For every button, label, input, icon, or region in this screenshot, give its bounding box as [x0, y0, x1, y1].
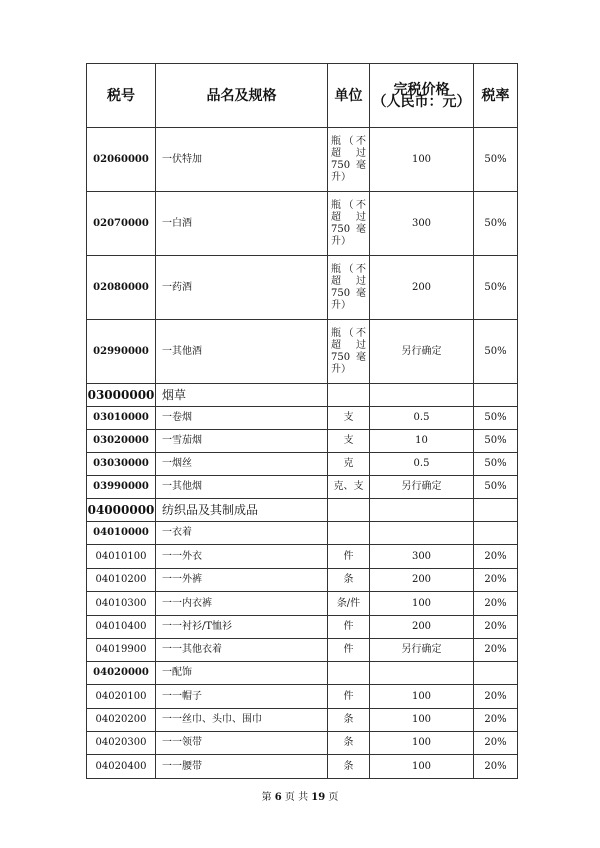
table-row: [87, 384, 518, 407]
cell-rate: [474, 522, 518, 545]
cell-unit: [328, 320, 370, 384]
cell-name: 一衣着: [156, 522, 328, 545]
cell-unit-line: 750 毫: [331, 223, 366, 235]
table-body: [87, 128, 518, 779]
cell-code: 03020000: [87, 430, 156, 453]
cell-rate: 50%: [474, 453, 518, 476]
cell-name: 一一内衣裤: [156, 592, 328, 616]
cell-price: 200: [370, 256, 474, 320]
cell-unit-line: 升）: [331, 171, 351, 183]
cell-rate: 50%: [474, 256, 518, 320]
cell-unit-line: 超 过: [331, 275, 366, 287]
cell-code: 04020300: [87, 732, 156, 755]
cell-unit: 条: [328, 755, 370, 779]
cell-price: 300: [370, 192, 474, 256]
cell-code: 03000000: [87, 384, 156, 407]
header-price-line1: 完税价格: [393, 81, 450, 98]
header-price: [370, 64, 474, 128]
table-row: [87, 128, 518, 192]
cell-unit: 支: [328, 407, 370, 430]
table-row: [87, 616, 518, 639]
cell-rate: 50%: [474, 476, 518, 499]
cell-unit-line: 升）: [331, 235, 351, 247]
cell-unit: 条/件: [328, 592, 370, 616]
table-row: [87, 569, 518, 592]
cell-code: 04010300: [87, 592, 156, 616]
table-row: [87, 407, 518, 430]
cell-code: 04020400: [87, 755, 156, 779]
cell-code: 04020100: [87, 685, 156, 709]
cell-name: 一一其他衣着: [156, 639, 328, 662]
table-row: [87, 639, 518, 662]
cell-code: 02070000: [87, 192, 156, 256]
cell-price: 0.5: [370, 407, 474, 430]
header-name: 品名及规格: [156, 64, 328, 128]
cell-rate: 20%: [474, 569, 518, 592]
cell-code: 04010200: [87, 569, 156, 592]
cell-unit: [328, 522, 370, 545]
table-row: [87, 256, 518, 320]
cell-unit: 条: [328, 569, 370, 592]
cell-rate: 20%: [474, 616, 518, 639]
cell-code: 04000000: [87, 499, 156, 522]
cell-price: 另行确定: [370, 320, 474, 384]
cell-rate: 20%: [474, 709, 518, 732]
cell-rate: [474, 499, 518, 522]
cell-code: 02060000: [87, 128, 156, 192]
cell-price: 100: [370, 685, 474, 709]
cell-unit-line: 超 过: [331, 339, 366, 351]
table-row: [87, 545, 518, 569]
table-row: [87, 732, 518, 755]
cell-price: 10: [370, 430, 474, 453]
cell-code: 04019900: [87, 639, 156, 662]
page-footer: [0, 788, 600, 803]
cell-unit-line: 升）: [331, 363, 351, 375]
footer-suffix: 页: [328, 792, 339, 803]
cell-price: 200: [370, 616, 474, 639]
cell-rate: 20%: [474, 592, 518, 616]
cell-name: 一卷烟: [156, 407, 328, 430]
cell-rate: 50%: [474, 320, 518, 384]
cell-price: 200: [370, 569, 474, 592]
tax-rate-table: [86, 63, 518, 779]
footer-total-pages: 19: [311, 792, 326, 803]
table-row: [87, 755, 518, 779]
table-row: [87, 592, 518, 616]
cell-rate: [474, 384, 518, 407]
cell-price: 另行确定: [370, 476, 474, 499]
cell-unit: 克、支: [328, 476, 370, 499]
cell-price: 0.5: [370, 453, 474, 476]
cell-rate: 50%: [474, 128, 518, 192]
cell-unit: 件: [328, 639, 370, 662]
cell-rate: 50%: [474, 430, 518, 453]
table-row: [87, 430, 518, 453]
cell-name: 一一外衣: [156, 545, 328, 569]
cell-name: 一药酒: [156, 256, 328, 320]
cell-unit: 条: [328, 709, 370, 732]
cell-price: [370, 662, 474, 685]
cell-name: 一一外裤: [156, 569, 328, 592]
cell-rate: [474, 662, 518, 685]
cell-unit: 支: [328, 430, 370, 453]
cell-unit-line: 瓶（不: [331, 327, 366, 339]
footer-middle: 页 共: [284, 792, 309, 803]
cell-code: 02080000: [87, 256, 156, 320]
cell-price: [370, 499, 474, 522]
cell-unit: [328, 128, 370, 192]
cell-code: 03010000: [87, 407, 156, 430]
cell-code: 03990000: [87, 476, 156, 499]
cell-price: 100: [370, 709, 474, 732]
cell-name: 一白酒: [156, 192, 328, 256]
cell-unit: [328, 256, 370, 320]
cell-rate: 20%: [474, 639, 518, 662]
cell-unit-line: 升）: [331, 299, 351, 311]
footer-prefix: 第: [261, 792, 272, 803]
table-header-row: [87, 64, 518, 128]
cell-price: 100: [370, 592, 474, 616]
cell-name: 一一衬衫/T恤衫: [156, 616, 328, 639]
header-rate: 税率: [474, 64, 518, 128]
cell-name: 一一帽子: [156, 685, 328, 709]
cell-rate: 50%: [474, 407, 518, 430]
cell-price: [370, 522, 474, 545]
cell-code: 04010000: [87, 522, 156, 545]
cell-unit-line: 瓶（不: [331, 135, 366, 147]
cell-unit: 条: [328, 732, 370, 755]
cell-name: 一烟丝: [156, 453, 328, 476]
cell-rate: 20%: [474, 685, 518, 709]
footer-page-number: 6: [274, 792, 282, 803]
cell-name: 一配饰: [156, 662, 328, 685]
cell-name: 一一领带: [156, 732, 328, 755]
cell-name: 一伏特加: [156, 128, 328, 192]
cell-unit: 克: [328, 453, 370, 476]
cell-price: 另行确定: [370, 639, 474, 662]
header-unit: 单位: [328, 64, 370, 128]
cell-name: 一其他烟: [156, 476, 328, 499]
cell-code: 03030000: [87, 453, 156, 476]
cell-name: 一一腰带: [156, 755, 328, 779]
cell-unit-line: 瓶（不: [331, 199, 366, 211]
cell-code: 02990000: [87, 320, 156, 384]
cell-rate: 20%: [474, 732, 518, 755]
cell-price: 100: [370, 128, 474, 192]
cell-code: 04020000: [87, 662, 156, 685]
cell-price: 300: [370, 545, 474, 569]
cell-rate: 50%: [474, 192, 518, 256]
table-row: [87, 709, 518, 732]
cell-rate: 20%: [474, 545, 518, 569]
cell-unit: 件: [328, 685, 370, 709]
table-row: [87, 320, 518, 384]
table-row: [87, 522, 518, 545]
header-code: 税号: [87, 64, 156, 128]
cell-code: 04010400: [87, 616, 156, 639]
cell-name: 一其他酒: [156, 320, 328, 384]
cell-unit-line: 750 毫: [331, 159, 366, 171]
table-row: [87, 499, 518, 522]
cell-unit-line: 瓶（不: [331, 263, 366, 275]
cell-unit: [328, 192, 370, 256]
cell-unit: [328, 384, 370, 407]
header-price-line2: （人民币：元）: [372, 93, 471, 110]
cell-name: 一雪茄烟: [156, 430, 328, 453]
cell-rate: 20%: [474, 755, 518, 779]
cell-unit-line: 750 毫: [331, 287, 366, 299]
cell-price: 100: [370, 732, 474, 755]
cell-unit-line: 超 过: [331, 147, 366, 159]
cell-unit: [328, 662, 370, 685]
cell-unit: [328, 499, 370, 522]
cell-unit-line: 超 过: [331, 211, 366, 223]
cell-price: 100: [370, 755, 474, 779]
cell-name: 纺织品及其制成品: [156, 499, 328, 522]
cell-unit-line: 750 毫: [331, 351, 366, 363]
cell-price: [370, 384, 474, 407]
cell-code: 04010100: [87, 545, 156, 569]
table-row: [87, 662, 518, 685]
cell-name: 一一丝巾、头巾、围巾: [156, 709, 328, 732]
cell-name: 烟草: [156, 384, 328, 407]
cell-unit: 件: [328, 545, 370, 569]
cell-code: 04020200: [87, 709, 156, 732]
table-row: [87, 453, 518, 476]
table-row: [87, 685, 518, 709]
table-row: [87, 192, 518, 256]
table-row: [87, 476, 518, 499]
cell-unit: 件: [328, 616, 370, 639]
